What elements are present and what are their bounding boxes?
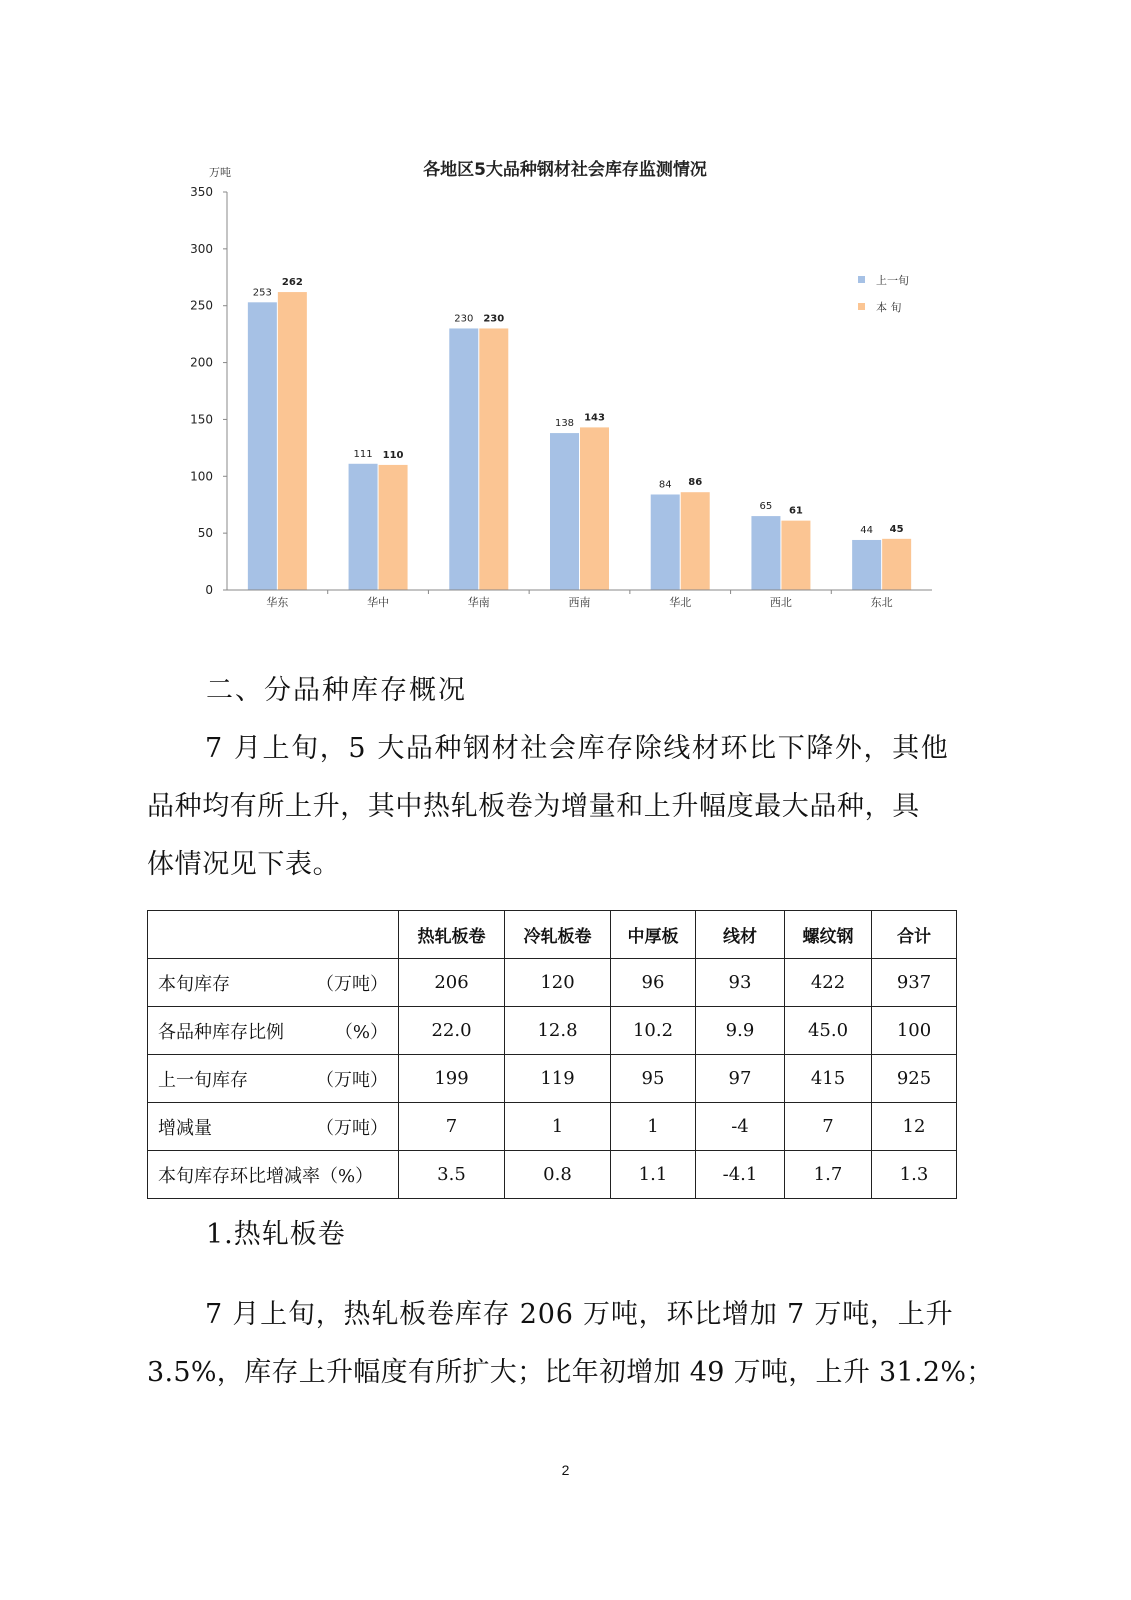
bar-current-period xyxy=(379,465,408,590)
bar-data-label: 86 xyxy=(688,477,703,489)
row-label-cell xyxy=(148,1055,399,1103)
table-cell: 925 xyxy=(872,1055,957,1103)
bar-previous-period xyxy=(449,328,478,590)
table-cell: -4.1 xyxy=(696,1151,785,1199)
table-row xyxy=(148,1103,957,1151)
bar-data-label: 44 xyxy=(860,524,874,536)
y-tick-label: 150 xyxy=(190,412,213,427)
bar-previous-period xyxy=(550,433,579,590)
row-label: 各品种库存比例 xyxy=(158,1021,284,1043)
bar-previous-period xyxy=(751,516,780,590)
row-unit: （万吨） xyxy=(316,973,388,995)
bar-previous-period xyxy=(248,302,277,590)
table-row xyxy=(148,1151,957,1199)
row-unit: （万吨） xyxy=(316,1069,388,1091)
table-cell: 206 xyxy=(399,959,505,1007)
y-axis-unit: 万吨 xyxy=(209,166,231,179)
x-tick-label: 西南 xyxy=(568,596,591,609)
y-axis-ticks xyxy=(190,185,227,597)
paragraph-line: 体情况见下表。 xyxy=(147,849,341,880)
bar-data-label: 262 xyxy=(281,277,303,289)
paragraph-line: 7 月上旬，热轧板卷库存 206 万吨，环比增加 7 万吨，上升 xyxy=(205,1299,954,1330)
table-row xyxy=(148,959,957,1007)
column-header: 螺纹钢 xyxy=(785,911,872,959)
table-cell: 93 xyxy=(696,959,785,1007)
table-cell: 119 xyxy=(505,1055,611,1103)
y-tick-label: 0 xyxy=(205,583,213,597)
bar-current-period xyxy=(580,427,609,590)
row-unit: （%） xyxy=(334,1021,388,1043)
row-label-cell xyxy=(148,1103,399,1151)
y-tick-label: 300 xyxy=(190,241,213,256)
row-label: 本旬库存 xyxy=(158,973,230,995)
table-cell: 9.9 xyxy=(696,1007,785,1055)
y-tick-label: 350 xyxy=(190,185,213,199)
table-cell: 22.0 xyxy=(399,1007,505,1055)
table-cell: 1.1 xyxy=(611,1151,696,1199)
table-cell: 422 xyxy=(785,959,872,1007)
bars-group xyxy=(248,292,911,590)
paragraph-line: 3.5%，库存上升幅度有所扩大；比年初增加 49 万吨，上升 31.2%； xyxy=(147,1357,994,1388)
y-tick-label: 100 xyxy=(190,469,213,484)
bar-current-period xyxy=(479,328,508,590)
bar-data-label: 65 xyxy=(759,501,773,513)
bar-data-label: 230 xyxy=(454,313,474,325)
table-cell: 415 xyxy=(785,1055,872,1103)
section-heading-2: 二、分品种库存概况 xyxy=(206,675,467,706)
column-header: 中厚板 xyxy=(611,911,696,959)
bar-data-label: 111 xyxy=(353,448,373,460)
table-cell: 100 xyxy=(872,1007,957,1055)
table-cell: 7 xyxy=(399,1103,505,1151)
row-label: 增减量 xyxy=(158,1117,212,1139)
legend-label-prev: 上一旬 xyxy=(876,274,909,287)
column-header: 线材 xyxy=(696,911,785,959)
paragraph-line: 品种均有所上升，其中热轧板卷为增量和上升幅度最大品种，具 xyxy=(147,791,920,822)
row-label-cell xyxy=(148,1151,399,1199)
table-row xyxy=(148,1007,957,1055)
table-cell: 12 xyxy=(872,1103,957,1151)
table-header-row xyxy=(148,911,957,959)
y-tick-label: 250 xyxy=(190,298,213,313)
row-label-cell xyxy=(148,959,399,1007)
bar-data-label: 230 xyxy=(483,313,505,325)
chart-title: 各地区5大品种钢材社会库存监测情况 xyxy=(423,160,707,180)
table-cell: 1 xyxy=(505,1103,611,1151)
table-cell: 937 xyxy=(872,959,957,1007)
bar-data-label: 61 xyxy=(788,505,803,517)
legend-label-current: 本 旬 xyxy=(876,301,902,314)
bar-previous-period xyxy=(349,464,378,590)
y-tick-label: 200 xyxy=(190,355,213,370)
column-header: 合计 xyxy=(872,911,957,959)
bar-current-period xyxy=(278,292,307,590)
table-cell: 95 xyxy=(611,1055,696,1103)
table-cell: 7 xyxy=(785,1103,872,1151)
table-cell: -4 xyxy=(696,1103,785,1151)
chart-legend xyxy=(858,273,909,314)
bar-current-period xyxy=(681,492,710,590)
column-header: 热轧板卷 xyxy=(399,911,505,959)
subsection-heading-1: 1.热轧板卷 xyxy=(206,1219,346,1250)
bar-previous-period xyxy=(852,540,881,590)
x-tick-label: 华中 xyxy=(367,596,390,609)
table-cell: 12.8 xyxy=(505,1007,611,1055)
legend-swatch-current xyxy=(858,303,865,310)
page-number: 2 xyxy=(561,1462,570,1478)
row-label-cell xyxy=(148,1007,399,1055)
bar-current-period xyxy=(781,521,810,590)
x-tick-label: 华北 xyxy=(669,596,692,609)
table-corner-cell xyxy=(148,911,399,959)
x-tick-label: 华南 xyxy=(467,596,490,609)
row-label: 本旬库存环比增减率（%） xyxy=(158,1165,374,1187)
legend-swatch-prev xyxy=(858,276,865,283)
y-tick-label: 50 xyxy=(197,526,213,541)
inventory-bar-chart xyxy=(180,150,940,620)
row-unit: （万吨） xyxy=(316,1117,388,1139)
x-axis-ticks xyxy=(266,590,892,609)
table-cell: 0.8 xyxy=(505,1151,611,1199)
bar-data-label: 45 xyxy=(889,523,904,535)
bar-data-label: 84 xyxy=(658,479,672,491)
bar-data-label: 138 xyxy=(554,418,575,430)
table-cell: 120 xyxy=(505,959,611,1007)
x-tick-label: 东北 xyxy=(870,596,893,609)
bar-current-period xyxy=(882,539,911,590)
x-tick-label: 华东 xyxy=(266,596,289,609)
table-cell: 1.7 xyxy=(785,1151,872,1199)
table-cell: 1 xyxy=(611,1103,696,1151)
row-label: 上一旬库存 xyxy=(158,1069,248,1091)
paragraph-line: 7 月上旬，5 大品种钢材社会库存除线材环比下降外，其他 xyxy=(205,733,950,764)
inventory-table xyxy=(147,910,957,1199)
bar-data-label: 253 xyxy=(252,287,272,299)
bar-previous-period xyxy=(651,494,680,590)
table-row xyxy=(148,1055,957,1103)
column-header: 冷轧板卷 xyxy=(505,911,611,959)
bar-data-label: 143 xyxy=(584,412,605,424)
table-cell: 45.0 xyxy=(785,1007,872,1055)
table-cell: 3.5 xyxy=(399,1151,505,1199)
table-cell: 96 xyxy=(611,959,696,1007)
x-tick-label: 西北 xyxy=(769,596,792,609)
table-cell: 199 xyxy=(399,1055,505,1103)
bar-data-label: 110 xyxy=(382,449,404,461)
table-cell: 1.3 xyxy=(872,1151,957,1199)
table-cell: 10.2 xyxy=(611,1007,696,1055)
table-cell: 97 xyxy=(696,1055,785,1103)
